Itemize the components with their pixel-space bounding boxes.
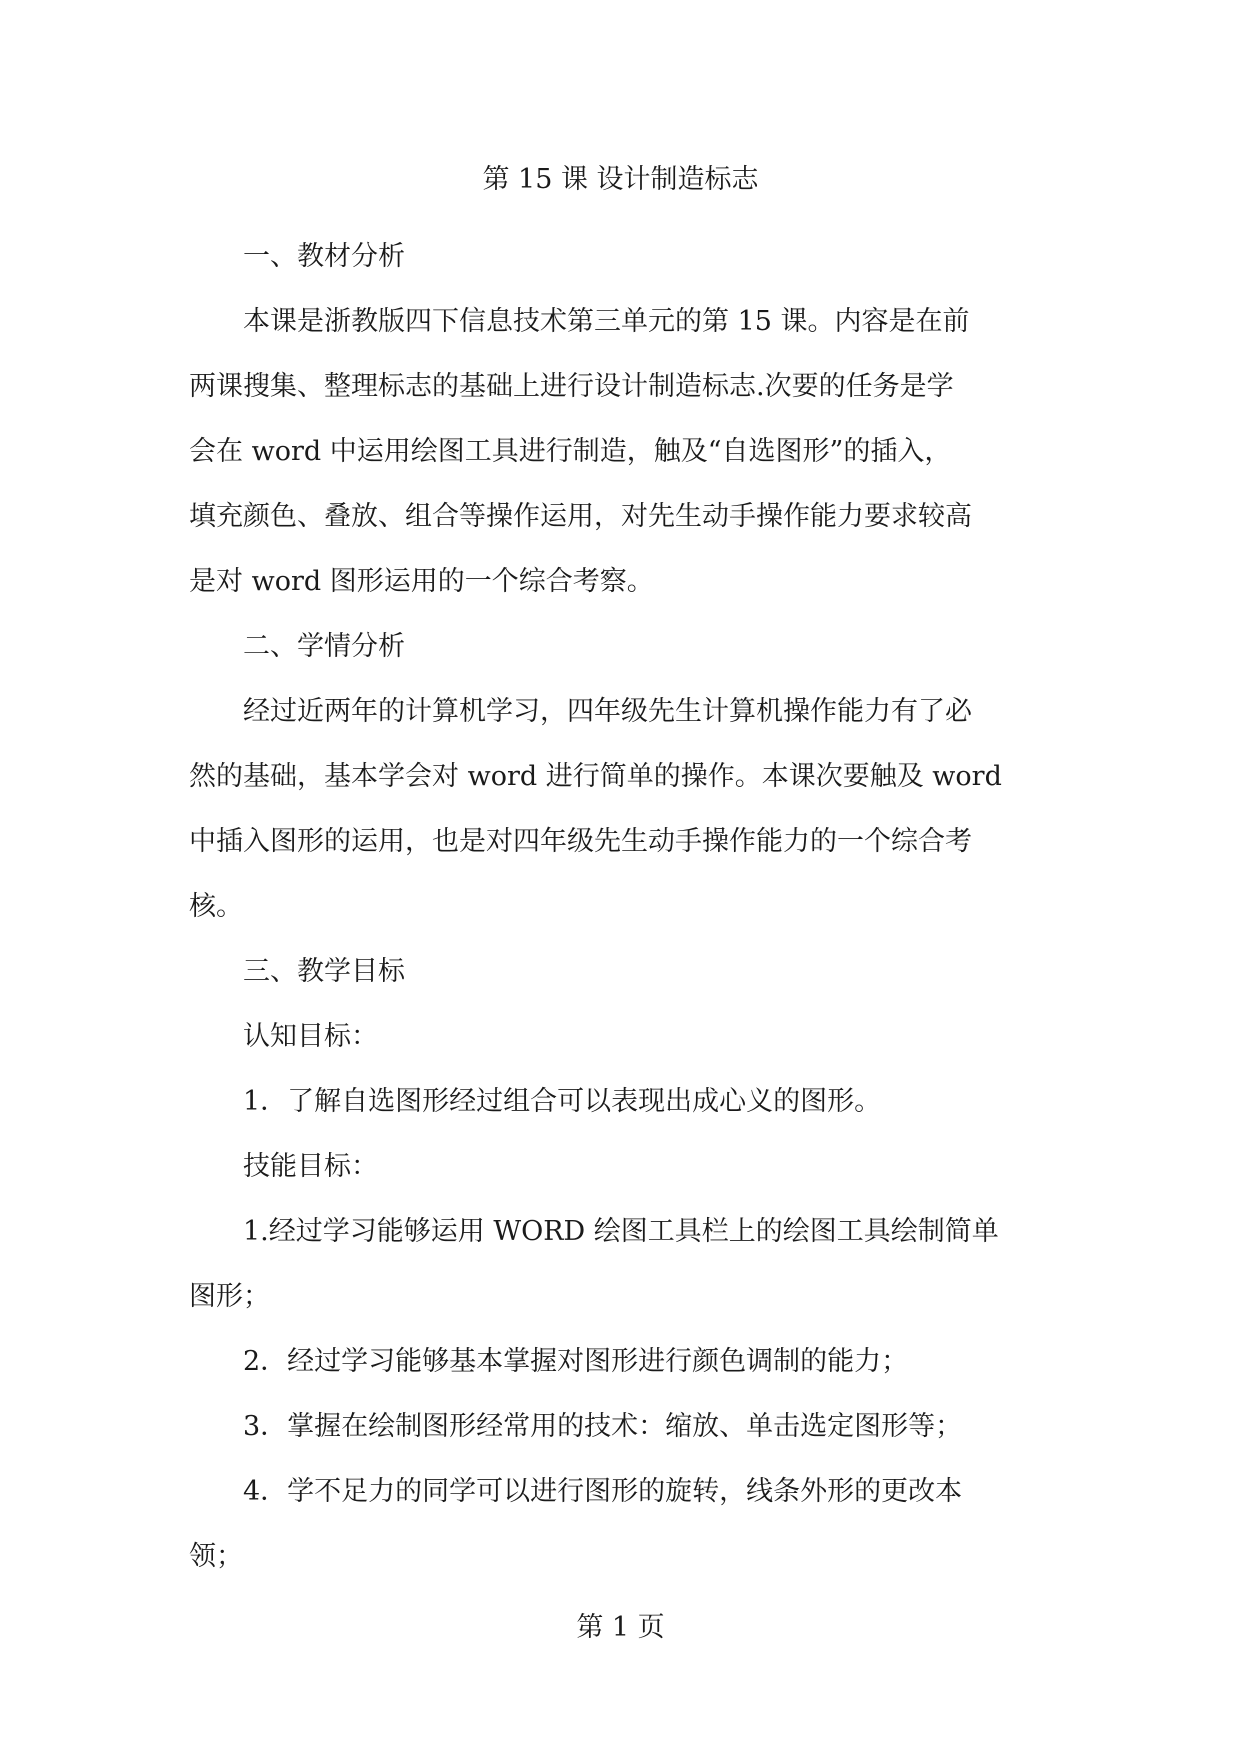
text-line: 技能目标： bbox=[243, 1151, 378, 1182]
text-line: 1．了解自选图形经过组合可以表现出成心义的图形。 bbox=[243, 1086, 882, 1117]
text-line: 会在 word 中运用绘图工具进行制造，触及“自选图形”的插入， bbox=[189, 436, 952, 467]
paragraph bbox=[189, 289, 1075, 614]
paragraph bbox=[189, 1459, 1075, 1589]
text-line: 三、教学目标 bbox=[243, 956, 405, 987]
text-line: 领； bbox=[189, 1541, 243, 1572]
paragraph bbox=[189, 1394, 1075, 1459]
text-line: 中插入图形的运用，也是对四年级先生动手操作能力的一个综合考 bbox=[189, 826, 972, 857]
text-line: 填充颜色、叠放、组合等操作运用，对先生动手操作能力要求较高 bbox=[189, 501, 972, 532]
page-title: 第 15 课 设计制造标志 bbox=[482, 164, 759, 195]
paragraph bbox=[189, 224, 1075, 289]
text-line: 经过近两年的计算机学习，四年级先生计算机操作能力有了必 bbox=[243, 696, 972, 727]
paragraph bbox=[189, 1134, 1075, 1199]
document-body bbox=[189, 224, 1075, 1589]
paragraph bbox=[189, 1199, 1075, 1329]
text-line: 1.经过学习能够运用 WORD 绘图工具栏上的绘图工具绘制简单 bbox=[243, 1216, 999, 1247]
text-line: 3．掌握在绘制图形经常用的技术：缩放、单击选定图形等； bbox=[243, 1411, 963, 1442]
text-line: 是对 word 图形运用的一个综合考察。 bbox=[189, 566, 654, 597]
text-line: 2．经过学习能够基本掌握对图形进行颜色调制的能力； bbox=[243, 1346, 909, 1377]
paragraph bbox=[189, 614, 1075, 679]
text-line: 认知目标： bbox=[243, 1021, 378, 1052]
text-line: 图形； bbox=[189, 1281, 270, 1312]
text-line: 本课是浙教版四下信息技术第三单元的第 15 课。内容是在前 bbox=[243, 306, 970, 337]
paragraph bbox=[189, 679, 1075, 939]
paragraph bbox=[189, 1004, 1075, 1069]
paragraph bbox=[189, 1329, 1075, 1394]
paragraph bbox=[189, 939, 1075, 1004]
text-line: 4．学不足力的同学可以进行图形的旋转，线条外形的更改本 bbox=[243, 1476, 963, 1507]
text-line: 两课搜集、整理标志的基础上进行设计制造标志.次要的任务是学 bbox=[189, 371, 954, 402]
text-line: 二、学情分析 bbox=[243, 631, 405, 662]
text-line: 核。 bbox=[189, 891, 243, 922]
text-line: 然的基础，基本学会对 word 进行简单的操作。本课次要触及 word bbox=[189, 761, 1002, 792]
page-number: 第 1 页 bbox=[576, 1612, 665, 1643]
paragraph bbox=[189, 1069, 1075, 1134]
text-line: 一、教材分析 bbox=[243, 241, 405, 272]
